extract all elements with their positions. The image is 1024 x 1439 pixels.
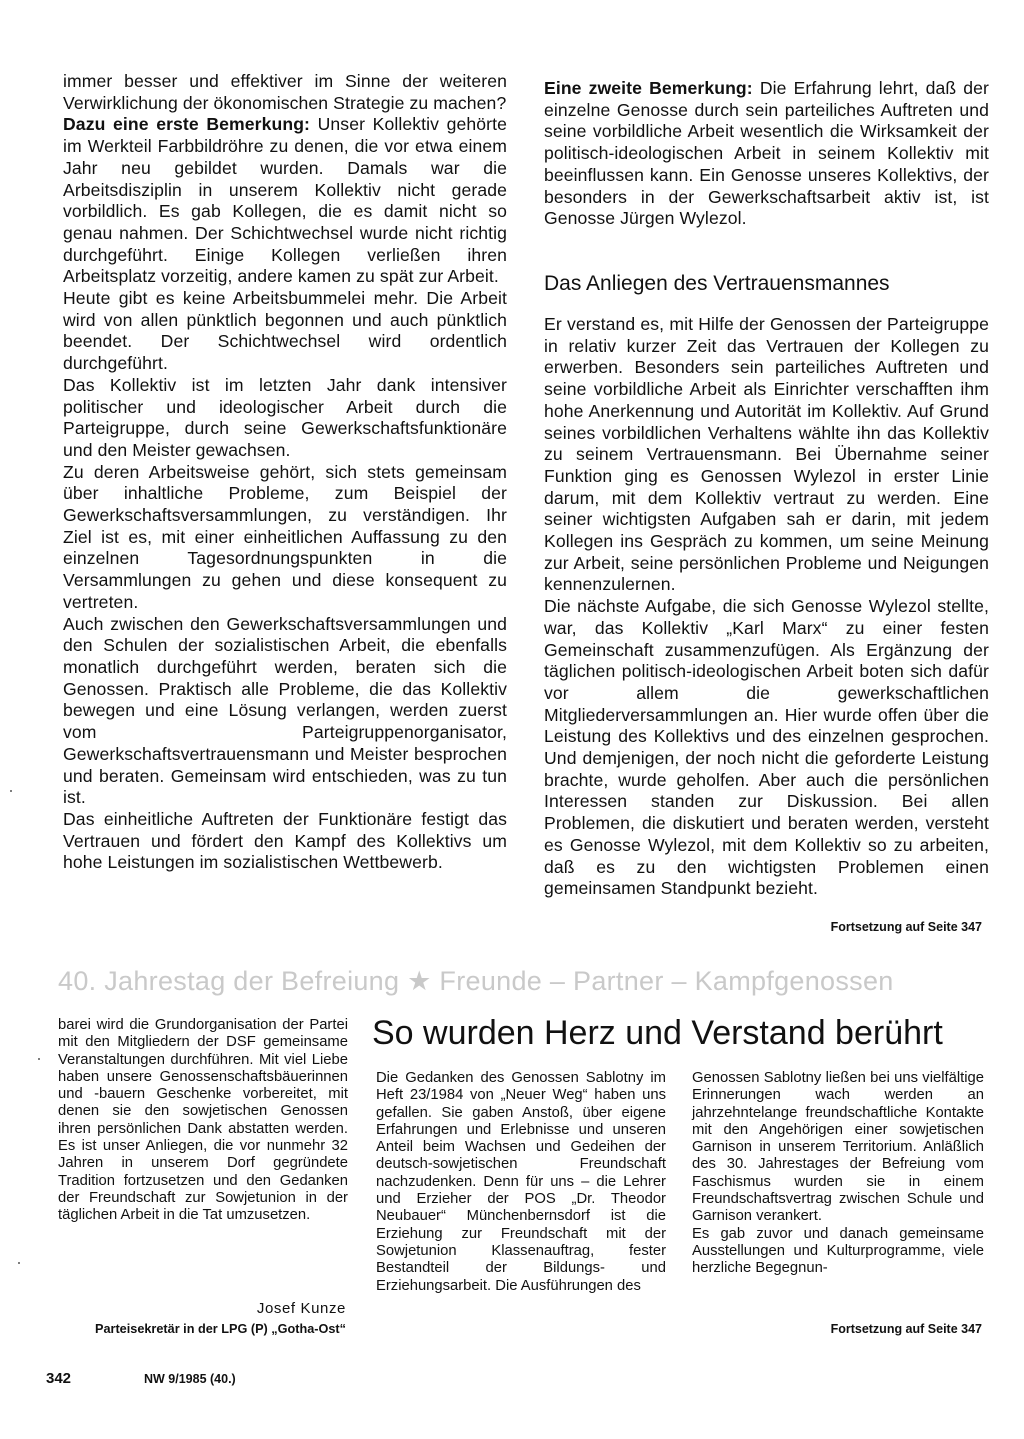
right-intro-lead: Eine zweite Bemerkung: bbox=[544, 78, 753, 98]
right-paragraph-1: Er verstand es, mit Hilfe der Genossen der Parteigruppe in relativ kurzer Zeit das Vertrauen der Kollegen zu erwerben. Besonders sein parteiliches Auftreten und seine vorbildliche Arbeit als Einrichter verschafften ihm hohe Anerkennung und Autorität im Kollektiv. Auf Grund seines vorbildlichen Verhaltens wählte ihn das Kollektiv zu seinem Vertrauensmann. Bei Übernahme seiner Funktion ging es Genossen Wylezol in erster Linie darum, mit dem Kollektiv vertraut zu werden. Eine seiner wichtigsten Aufgaben sah er darin, mit jedem Kollegen ins Gespräch zu kommen, um seine Meinung zur Arbeit, seine persönlichen Probleme und Neigungen kennenzulernen. bbox=[544, 314, 989, 595]
bottom-left-column bbox=[58, 1017, 348, 1225]
scan-speck bbox=[10, 790, 12, 792]
left-paragraph-5: Zu deren Arbeitsweise gehört, sich stets gemeinsam über inhaltliche Probleme, zum Beispiel der Gewerkschaftsversammlungen, zu verständigen. Ihr Ziel ist es, mit einer einheitlichen Auffassung zu den einzelnen Tagesordnungspunkten in die Versammlungen zu gehen und diese konsequent zu vertreten. bbox=[63, 461, 507, 612]
bottom-middle-text: Die Gedanken des Genossen Sablotny im Heft 23/1984 von „Neuer Weg“ haben uns gefallen. Sie gaben Anstoß, über eigene Erfahrungen und Erlebnisse und unseren Anteil beim Wachsen und Gedeihen der deutsch-sowjetischen Freundschaft nachzudenken. Denn für uns – die Lehrer und Erzieher der POS „Dr. Theodor Neubauer“ Münchenbernsdorf ist die Erziehung zur Freundschaft mit der Sowjetunion Klassenauftrag, fester Bestandteil der Bildungs- und Erziehungsarbeit. Die Ausführungen des bbox=[376, 1070, 666, 1294]
bottom-right-column bbox=[692, 1070, 984, 1278]
left-paragraph-7: Das einheitliche Auftreten der Funktionäre festigt das Vertrauen und fördert den Kampf des Kollektivs um hohe Leistungen im sozialistischen Wettbewerb. bbox=[63, 808, 507, 873]
issue-reference: NW 9/1985 (40.) bbox=[144, 1372, 236, 1386]
bottom-right-paragraph-1: Genossen Sablotny ließen bei uns vielfältige Erinnerungen wach werden an jahrzehntelange freundschaftliche Kontakte mit den Angehörigen einer sowjetischen Garnison in unserem Territorium. Anläßlich des 30. Jahrestages der Befreiung vom Faschismus wurden sie in einem Freundschaftsvertrag zwischen Schule und Garnison verankert. bbox=[692, 1070, 984, 1225]
right-intro bbox=[544, 78, 989, 230]
right-paragraph-2: Die nächste Aufgabe, die sich Genosse Wylezol stellte, war, das Kollektiv „Karl Marx“ zu einer festen Gemeinschaft zusammenzufügen. Als Ergänzung der täglichen politisch-ideologischen Arbeit boten sich dafür vor allem die gewerkschaftlichen Mitgliederversammlungen an. Hier wurde offen über die Leistung des Kollektivs und des einzelnen gesprochen. Und demjenigen, der noch nicht die geforderte Leistung brachte, wurde geholfen. Aber auch die persönlichen Interessen standen zur Diskussion. Bei allen Problemen, die diskutiert und beraten werden, versteht es Genosse Wylezol, mit dem Kollektiv so zu arbeiten, daß es zu den wichtigsten Problemen einen gemeinsamen Standpunkt bezieht. bbox=[544, 596, 989, 899]
continuation-note-bottom: Fortsetzung auf Seite 347 bbox=[830, 1322, 982, 1336]
anniversary-banner: 40. Jahrestag der Befreiung ★ Freunde – Partner – Kampfgenossen bbox=[58, 966, 894, 996]
signature-name: Josef Kunze bbox=[256, 1300, 346, 1317]
continuation-note-top: Fortsetzung auf Seite 347 bbox=[830, 920, 982, 934]
right-intro-paragraph: Eine zweite Bemerkung: Die Erfahrung lehrt, daß der einzelne Genosse durch sein parteiliches Auftreten und seine vorbildliche Arbeit wesentlich die Wirksamkeit der politisch-ideologischen Arbeit in seinem Kollektiv mit beeinflussen kann. Ein Genosse unseres Kollektivs, der besonders in der Gewerkschaftsarbeit aktiv ist, ist Genosse Jürgen Wylezol. bbox=[544, 78, 989, 229]
bottom-left-text: barei wird die Grundorganisation der Partei mit den Mitgliedern der DSF gemeinsame Veranstaltungen durchführen. Mit viel Liebe haben unsere Genossenschaftsbäuerinnen und -bauern Geschenke vorbereitet, mit denen sie den sowjetischen Genossen ihren persönlichen Dank abstatten werden. Es ist unser Anliegen, die vor nunmehr 32 Jahren in unserem Dorf gegründete Tradition fortzusetzen und den Gedanken der Freundschaft zur Sowjetunion in der täglichen Arbeit in die Tat umzusetzen. bbox=[58, 1017, 348, 1224]
right-column bbox=[544, 314, 989, 900]
left-paragraph-4: Das Kollektiv ist im letzten Jahr dank intensiver politischer und ideologischer Arbeit durch die Parteigruppe, durch seine Gewerkschaftsfunktionäre und den Meister gewachsen. bbox=[63, 374, 507, 460]
left-column bbox=[63, 71, 507, 874]
left-paragraph-1: immer besser und effektiver im Sinne der weiteren Verwirklichung der ökonomischen Strategie zu machen? bbox=[63, 71, 507, 113]
bottom-middle-column bbox=[376, 1070, 666, 1295]
bottom-right-paragraph-2: Es gab zuvor und danach gemeinsame Ausstellungen und Kulturprogramme, viele herzliche Begegnun- bbox=[692, 1225, 984, 1277]
left-paragraph-3: Heute gibt es keine Arbeitsbummelei mehr. Die Arbeit wird von allen pünktlich begonnen und auch pünktlich beendet. Der Schichtwechsel wird ordentlich durchgeführt. bbox=[63, 288, 507, 374]
left-paragraph-6: Auch zwischen den Gewerkschaftsversammlungen und den Schulen der sozialistischen Arbeit, die ebenfalls monatlich durchgeführt werden, beraten sich die Genossen. Praktisch alle Probleme, die das Kollektiv bewegen und eine Lösung verlangen, werden zuerst vom Parteigruppenorganisator, Gewerkschaftsvertrauensmann und Meister besprochen und beraten. Gemeinsam wird entschieden, was zu tun ist. bbox=[63, 613, 507, 808]
article-title: So wurden Herz und Verstand berührt bbox=[372, 1014, 943, 1052]
left-paragraph-2: Dazu eine erste Bemerkung: Unser Kollektiv gehörte im Werkteil Farbbildröhre zu denen, die vor etwa einem Jahr neu gebildet wurden. Damals war die Arbeitsdisziplin in unserem Kollektiv nicht gerade vorbildlich. Es gab Kollegen, die es damit nicht so genau nahmen. Der Schichtwechsel wurde nicht richtig durchgeführt. Einige Kollegen verließen ihren Arbeitsplatz vorzeitig, andere kamen zu spät zur Arbeit. bbox=[63, 114, 507, 287]
signature-role: Parteisekretär in der LPG (P) „Gotha-Ost“ bbox=[95, 1322, 346, 1336]
page-number: 342 bbox=[46, 1370, 72, 1387]
section-subheading: Das Anliegen des Vertrauensmannes bbox=[544, 272, 890, 295]
scan-speck bbox=[38, 1058, 40, 1060]
scan-speck bbox=[18, 1262, 20, 1264]
